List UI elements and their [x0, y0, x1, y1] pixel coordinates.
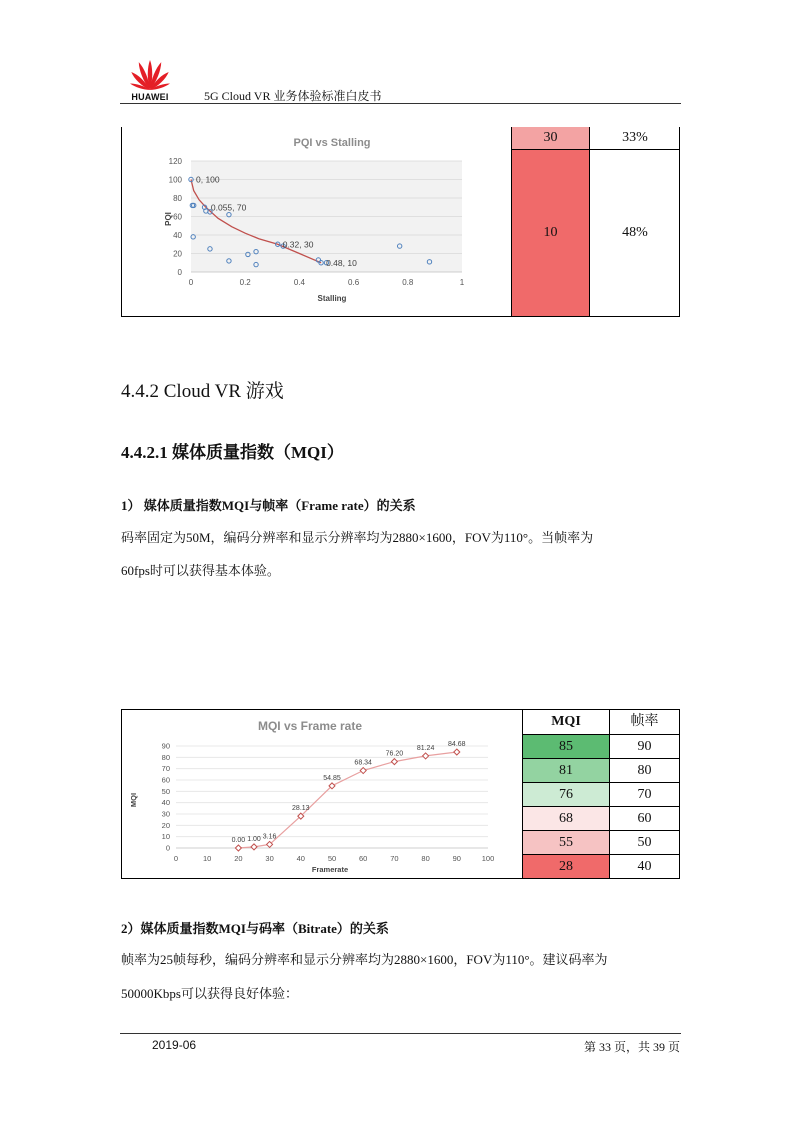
point-annotation: 0.055, 70: [210, 202, 247, 213]
x-tick-label: 40: [296, 854, 305, 863]
y-tick-label: 40: [161, 798, 170, 808]
table-cell-mqi: 85: [522, 734, 609, 758]
chart-gridlines: [176, 746, 488, 848]
y-tick-label: 80: [173, 194, 182, 203]
paragraph-title: 2）媒体质量指数MQI与码率（Bitrate）的关系: [121, 921, 389, 936]
x-axis-ticks: [189, 278, 465, 287]
x-tick-label: 60: [359, 854, 368, 863]
data-label: 1.00: [247, 835, 261, 843]
data-marker: [454, 749, 460, 755]
table-cell-mqi: 68: [522, 806, 609, 830]
y-axis-label: PQI: [164, 212, 173, 226]
table-cell-framerate: 50: [609, 830, 679, 854]
header-title: 5G Cloud VR 业务体验标准白皮书: [204, 89, 382, 103]
x-tick-label: 100: [481, 854, 495, 863]
y-tick-label: 90: [161, 741, 170, 751]
data-label: 28.13: [292, 805, 310, 813]
point-annotation: 0.48, 10: [326, 257, 357, 268]
section-heading: 4.4.2 Cloud VR 游戏: [121, 381, 284, 402]
y-axis-label: MQI: [129, 792, 138, 808]
x-tick-label: 0.8: [402, 278, 414, 287]
mqi-vs-framerate-chart: [130, 714, 515, 876]
pqi-vs-stalling-chart: [162, 129, 502, 314]
table-cell-score: 30: [512, 127, 589, 149]
mqi-framerate-table: [121, 709, 680, 879]
x-tick-label: 0: [188, 278, 194, 287]
y-tick-label: 0: [177, 268, 182, 277]
y-tick-label: 0: [165, 843, 170, 853]
table-header-framerate: 帧率: [609, 710, 679, 734]
chart-title: PQI vs Stalling: [293, 137, 371, 149]
y-tick-label: 80: [161, 752, 170, 762]
x-tick-label: 90: [452, 854, 461, 863]
data-marker: [423, 753, 429, 759]
chart-gridlines: [191, 161, 462, 272]
page-number: 第 33 页，共 39 页: [583, 1040, 680, 1054]
y-tick-label: 100: [168, 175, 182, 185]
table-cell-mqi: 28: [522, 854, 609, 878]
logo-wordmark: HUAWEI: [131, 92, 169, 102]
x-tick-label: 1: [459, 278, 465, 287]
data-marker: [251, 844, 257, 850]
y-tick-label: 30: [161, 809, 170, 819]
table-cell-score: 10: [512, 150, 589, 316]
x-axis-label: Stalling: [317, 294, 347, 303]
y-tick-label: 50: [161, 786, 170, 796]
table-cell-framerate: 90: [609, 734, 679, 758]
paragraph-text: 50000Kbps可以获得良好体验：: [121, 986, 298, 1001]
x-tick-label: 0.4: [293, 278, 305, 287]
data-label: 0.00: [231, 837, 246, 844]
y-tick-label: 40: [173, 231, 182, 240]
table-cell-mqi: 81: [522, 758, 609, 782]
y-tick-label: 70: [161, 764, 170, 774]
table-cell-mqi: 76: [522, 782, 609, 806]
data-label: 84.68: [448, 741, 466, 749]
x-tick-label: 0.6: [348, 278, 360, 287]
x-axis-ticks: [174, 854, 494, 863]
data-label: 76.20: [385, 750, 404, 758]
footer-date: 2019-06: [152, 1038, 197, 1052]
x-tick-label: 0: [173, 854, 179, 863]
y-tick-label: 20: [173, 249, 182, 259]
x-tick-label: 50: [327, 854, 337, 863]
data-label: 68.34: [354, 759, 372, 767]
point-annotation: 0.32, 30: [282, 239, 314, 250]
data-label: 54.85: [323, 774, 341, 782]
table-cell-framerate: 80: [609, 758, 679, 782]
x-tick-label: 80: [421, 854, 430, 863]
table-cell-percent: 48%: [622, 225, 648, 240]
x-tick-label: 70: [390, 854, 399, 863]
footer-divider: [120, 1033, 681, 1034]
pqi-stalling-table: [121, 127, 680, 317]
y-tick-label: 10: [161, 832, 170, 842]
paragraph-text: 码率固定为50M，编码分辨率和显示分辨率均为2880×1600，FOV为110°。当帧率为: [121, 530, 594, 545]
data-marker: [391, 759, 397, 765]
y-tick-label: 20: [161, 820, 170, 830]
data-labels: [232, 741, 466, 844]
y-tick-label: 60: [161, 775, 170, 785]
data-label: 81.24: [416, 744, 435, 752]
point-annotation: 0, 100: [196, 174, 220, 185]
y-tick-label: 60: [173, 212, 182, 222]
y-axis-ticks: [162, 742, 170, 853]
subsection-heading: 4.4.2.1 媒体质量指数（MQI）: [121, 443, 344, 462]
paragraph-text: 帧率为25帧每秒，编码分辨率和显示分辨率均为2880×1600，FOV为110°。建议码率为: [121, 952, 608, 967]
header-divider: [120, 103, 681, 104]
table-cell-framerate: 70: [609, 782, 679, 806]
x-tick-label: 0.2: [239, 278, 251, 287]
table-header-mqi: MQI: [522, 710, 609, 734]
x-tick-label: 30: [265, 854, 274, 863]
x-tick-label: 10: [203, 854, 212, 863]
x-axis-label: Framerate: [311, 865, 349, 874]
table-cell-framerate: 40: [609, 854, 679, 878]
x-tick-label: 20: [234, 854, 243, 863]
table-cell-percent: 33%: [622, 130, 648, 145]
data-label: 3.16: [262, 833, 277, 841]
table-cell-framerate: 60: [609, 806, 679, 830]
paragraph-text: 60fps时可以获得基本体验。: [121, 563, 280, 578]
chart-title: MQI vs Frame rate: [257, 719, 363, 733]
paragraph-title: 1） 媒体质量指数MQI与帧率（Frame rate）的关系: [121, 498, 416, 513]
data-marker: [235, 845, 241, 851]
y-tick-label: 120: [168, 157, 182, 166]
table-cell-mqi: 55: [522, 830, 609, 854]
